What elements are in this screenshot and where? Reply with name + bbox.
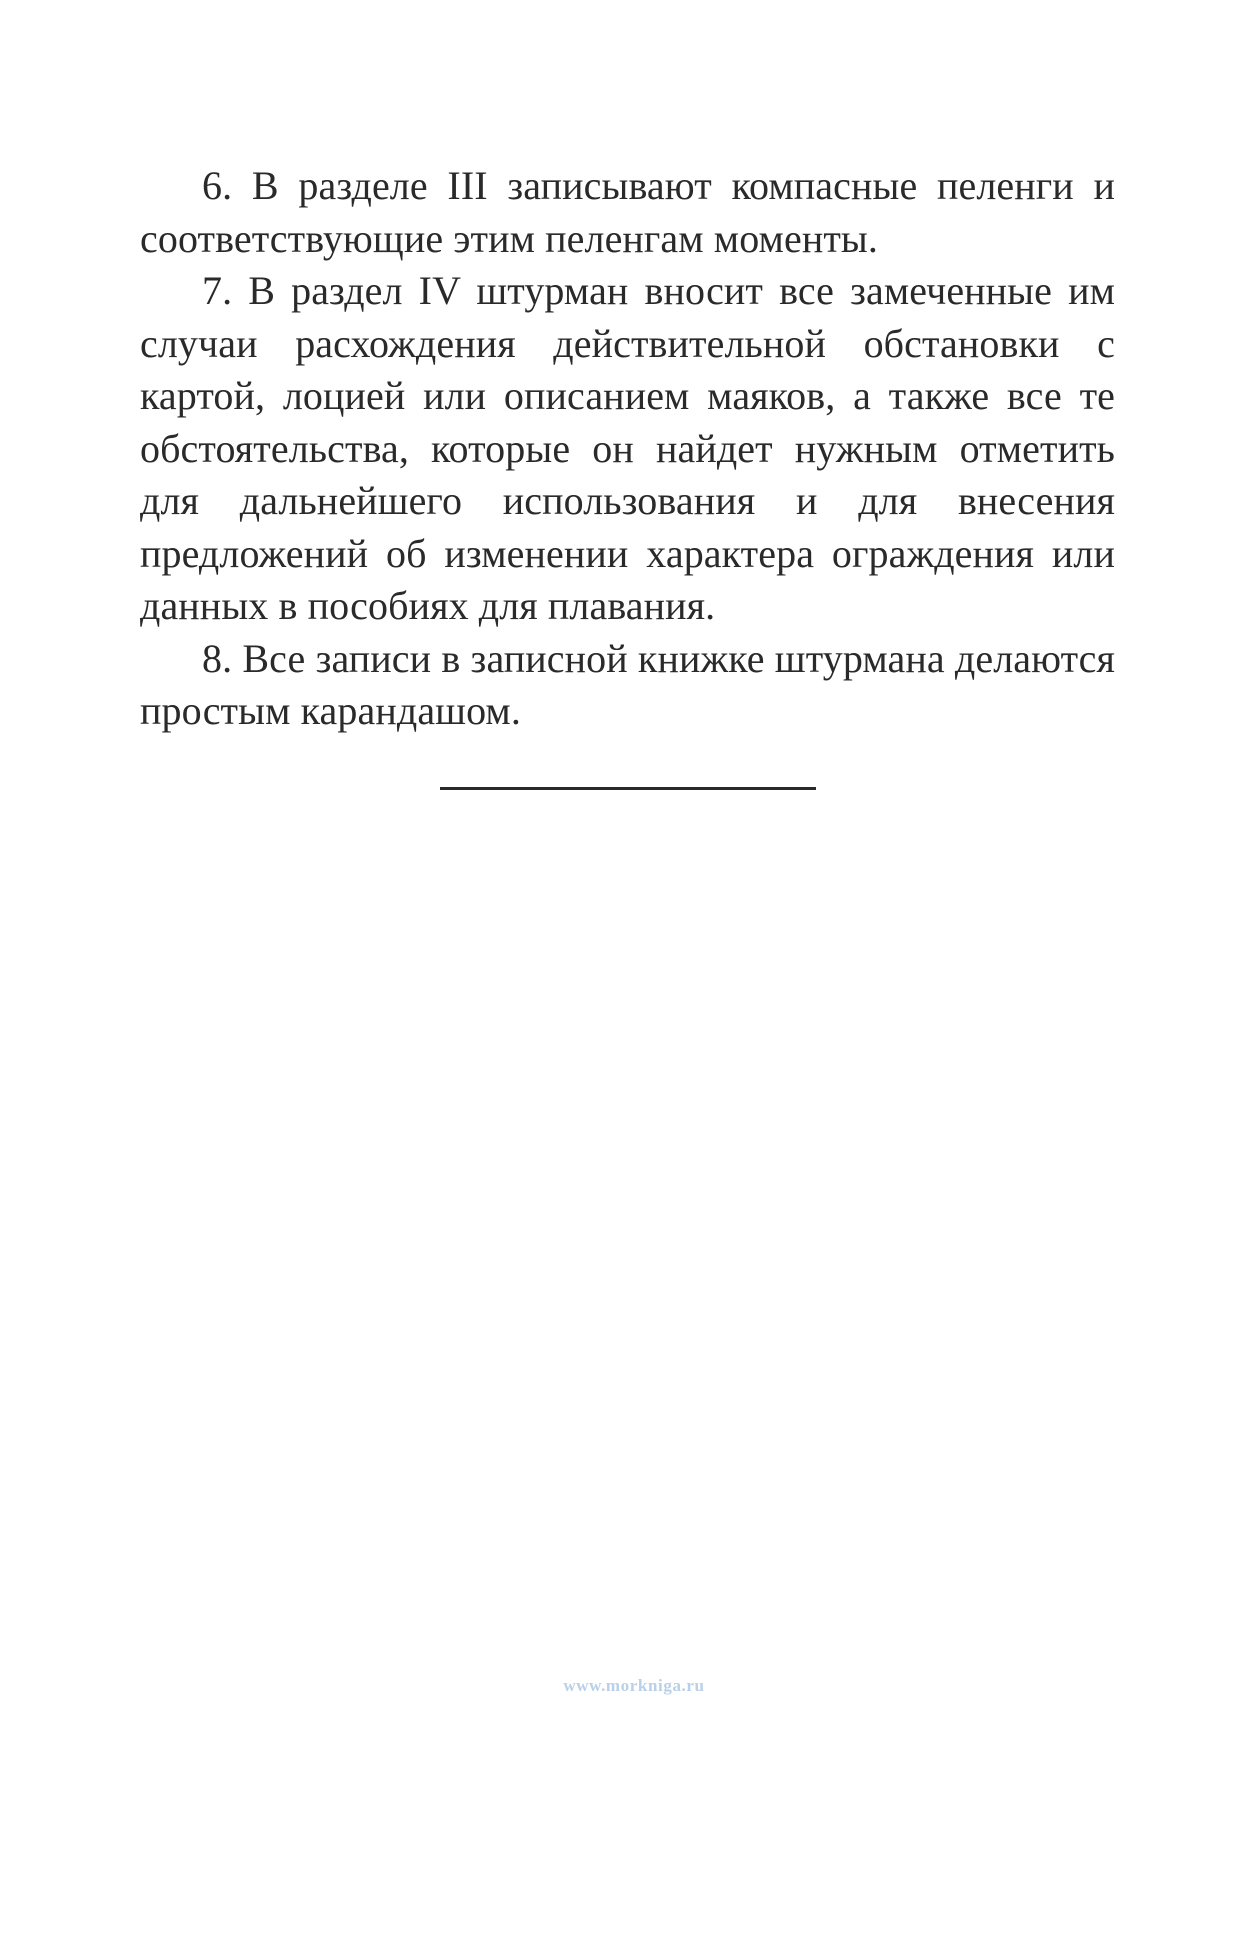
paragraph-8: 8. Все записи в записной книжке штурмана делаются простым карандашом. [140, 635, 1115, 733]
paragraph-6: 6. В разделе III записывают компасные пеленги и соответствующие этим пеленгам моменты. [140, 163, 1115, 261]
watermark-text: www.morkniga.ru [563, 1676, 705, 1695]
paragraph-7: 7. В раздел IV штурман вносит все замеченные им случаи расхождения действительной обстановки с картой, лоцией или описанием маяков, а также все те обстоятельства, которые он найдет нужным отметить для дальнейшего использования и для внесения предложений об изменении характера ограждения или данных в пособиях для плавания. [140, 268, 1115, 628]
section-divider-line [440, 787, 816, 790]
body-text [140, 160, 1115, 738]
